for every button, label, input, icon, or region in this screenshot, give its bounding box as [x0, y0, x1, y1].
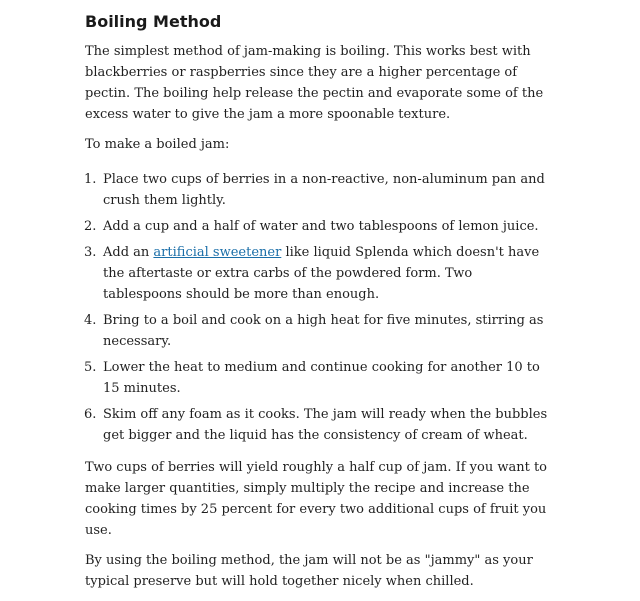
step-text: Bring to a boil and cook on a high heat for five minutes, stirring as necessary. [103, 313, 544, 349]
step-number: 6. [84, 407, 97, 422]
step-number: 4. [84, 313, 97, 328]
step-number: 5. [84, 360, 97, 375]
step-text: Lower the heat to medium and continue cooking for another 10 to 15 minutes. [103, 360, 540, 396]
lead-in-paragraph: To make a boiled jam: [85, 137, 230, 152]
step-text-after-link: like liquid Splenda which doesn't have the aftertaste or extra carbs of the powdered form. Two tablespoons should be more than enough. [103, 245, 540, 302]
artificial-sweetener-link[interactable]: artificial sweetener [153, 245, 282, 260]
step-number: 2. [84, 219, 97, 234]
steps-list [85, 169, 555, 446]
step-text [103, 242, 555, 305]
step-text: Place two cups of berries in a non-reactive, non-aluminum pan and crush them lightly. [103, 172, 545, 208]
article [85, 10, 555, 601]
closing-paragraph: By using the boiling method, the jam will not be as "jammy" as your typical preserve but will hold together nicely when chilled. [85, 553, 533, 589]
list-item [85, 216, 555, 237]
list-item [85, 169, 555, 211]
section-heading: Boiling Method [85, 12, 222, 31]
step-text-before-link: Add an [103, 245, 154, 260]
list-item [85, 242, 555, 305]
list-item [85, 404, 555, 446]
yield-paragraph: Two cups of berries will yield roughly a half cup of jam. If you want to make larger quantities, simply multiply the recipe and increase the cooking times by 25 percent for every two additional cups of fruit you use. [85, 460, 547, 538]
step-text: Skim off any foam as it cooks. The jam will ready when the bubbles get bigger and the liquid has the consistency of cream of wheat. [103, 407, 548, 443]
list-item [85, 310, 555, 352]
step-text: Add a cup and a half of water and two tablespoons of lemon juice. [103, 219, 539, 234]
list-item [85, 357, 555, 399]
intro-paragraph: The simplest method of jam-making is boiling. This works best with blackberries or raspberries since they are a higher percentage of pectin. The boiling help release the pectin and evaporate some of the excess water to give the jam a more spoonable texture. [85, 44, 544, 122]
step-number: 1. [84, 172, 97, 187]
step-number: 3. [84, 245, 97, 260]
